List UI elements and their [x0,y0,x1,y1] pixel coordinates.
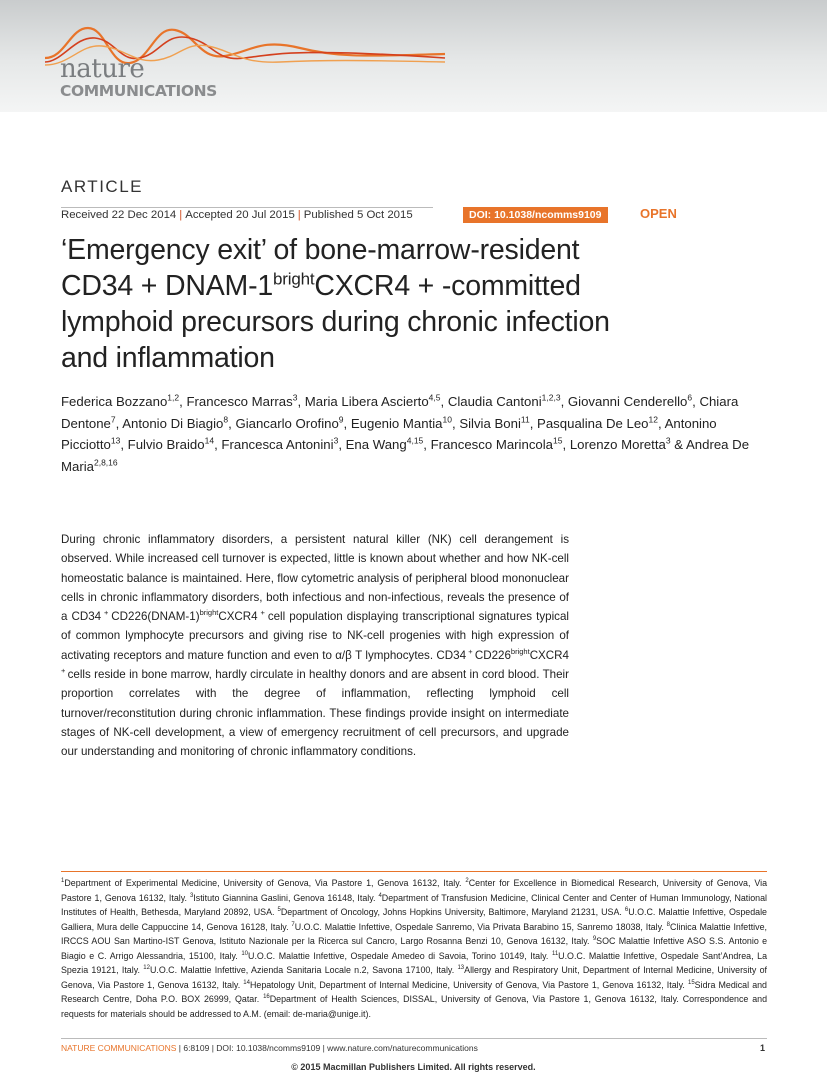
affiliation-text: Department of Transfusion Medicine, Clinical Center and Center of Human Immunology, National Institutes of Health, Bethesda, Maryland 20892, USA. [61,892,768,918]
affiliation-text: Department of Health Sciences, DISSAL, University of Genova, Via Pastore 1, Genova 16132, Italy. [269,994,679,1005]
author-affiliation-ref: 8 [223,414,229,425]
affiliation-text: Istituto Giannina Gaslini, Genova 16148, Italy. [193,892,376,903]
affiliation-number: 11 [551,950,559,957]
author-affiliation-ref: 3 [665,435,671,446]
affiliation-text: Center for Excellence in Biomedical Research, University of Genova, Via Pastore 1, Genova 16132, Italy. [61,878,768,903]
author-affiliation-ref: 7 [110,414,116,425]
author-name[interactable]: Francesco Marincola [430,437,554,452]
author-name[interactable]: Pasqualina De Leo [537,415,649,431]
affiliation-text: Allergy and Respiratory Unit, Department of Internal Medicine, University of Genova, Via Pastore 1, Genova 16132, Italy. [61,965,768,990]
author-name[interactable]: Federica Bozzano [61,394,168,409]
affiliation-number: 4 [378,892,382,899]
affiliation-number: 8 [666,921,671,928]
author-name[interactable]: Eugenio Mantia [350,415,443,431]
author-name[interactable]: Antonino Picciotto [61,415,717,452]
footer-citation-text: | 6:8109 | DOI: 10.1038/ncomms9109 | www.nature.com/naturecommunications [178,1043,478,1053]
footer-citation [61,1043,478,1053]
author-name[interactable]: Ena Wang [345,437,407,452]
accepted-date: Accepted 20 Jul 2015 [185,209,295,221]
abstract: During chronic inflammatory disorders, a persistent natural killer (NK) cell derangement is observed. While increased cell turnover is expected, little is known about whether and how NK-cell homeostatic balance is maintained. Here, flow cytometric analysis of peripheral blood mononuclear cells in chronic inflammatory disorders, both infectious and non-infectious, reveals the presence of a CD34 + CD226(DNAM-1)$^{bright}$CXCR4 + cell population displaying transcriptional signatures typical of common lymphocyte precursors and giving rise to NK-cell progenies with high expression of activating receptors and mature function and even to α/β T lymphocytes. CD34 + $CD226^{bright}CXCR4$ + cells reside in bone marrow, hardly circulate in healthy donors and are absent in cord blood. Their proportion correlates with the degree of inflammation, reflecting lymphoid cell turnover/reconstitution during chronic inflammation. These findings provide insight on intermediate stages of NK-cell development, a view of emergency recruitment of cell precursors, and upgrade our understanding and monitoring of chronic inflammatory conditions. [61,533,569,759]
author-affiliation-ref: 6 [687,392,693,403]
author-affiliation-ref: 4,5 [428,392,441,403]
footer-divider [61,1038,767,1039]
copyright-notice: © 2015 Macmillan Publishers Limited. All rights reserved. [291,1062,536,1072]
affiliation-number: 9 [592,936,597,943]
author-affiliation-ref: 1,2,3 [541,392,561,403]
author-name[interactable]: Maria Libera Ascierto [304,394,429,409]
author-name[interactable]: Fulvio Braido [127,437,205,452]
author-name[interactable]: Claudia Cantoni [447,394,542,409]
affiliation-text: U.O.C. Malattie Infettive, Ospedale Amedeo di Savoia, Torino 10149, Italy. [248,950,549,961]
affiliation-number: 14 [243,979,250,986]
affiliations [61,871,767,1021]
affiliation-number: 2 [465,878,469,885]
author-affiliation-ref: 3 [292,392,298,403]
received-date: Received 22 Dec 2014 [61,209,177,221]
author-affiliation-ref: 11 [520,414,530,425]
affiliation-text: Sidra Medical and Research Centre, Doha P.O. BOX 26999, Qatar. [61,979,767,1005]
open-access-label: OPEN [640,206,677,221]
author-affiliation-ref: 10 [442,414,452,425]
affiliation-number: 7 [291,921,295,928]
affiliation-number: 3 [189,892,194,899]
author-affiliation-ref: 13 [110,435,121,446]
affiliation-text: U.O.C. Malattie Infettive, Azienda Sanitaria Locale n.2, Savona 17100, Italy. [149,965,455,976]
page-number: 1 [760,1043,766,1053]
title-line-3: lymphoid precursors during chronic infection [61,306,610,338]
author-affiliation-ref: 2,8,16 [93,457,118,468]
affiliation-text: Hepatology Unit, Department of Internal Medicine, University of Genova, Via Pastore 1, Genova 16132, Italy. [249,979,685,990]
affiliation-text: U.O.C. Malattie Infettive, Ospedale Galliera, Mura delle Cappuccine 14, Genova 16128, Italy. [61,907,767,932]
author-affiliation-ref: 1,2 [167,392,180,403]
affiliation-text: SOC Malattie Infettive ASO S.S. Antonio e Biagio e C. Arrigo Alessandria, 15100, Italy. [61,936,767,961]
affiliation-number: 10 [241,950,249,957]
author-affiliation-ref: 15 [553,435,563,446]
author-name[interactable]: Francesca Antonini [221,437,334,452]
affiliation-number: 13 [457,965,465,972]
affiliation-number: 16 [263,994,270,1001]
author-name[interactable]: Giovanni Cenderello [567,394,688,409]
author-name[interactable]: Silvia Boni [459,415,521,431]
correspondence-note: Correspondence and requests for materials should be addressed to A.M. (email: de-maria@unige.it). [61,994,768,1019]
author-name[interactable]: Antonio Di Biagio [122,415,224,431]
affiliation-number: 5 [277,907,281,914]
author-list: Federica Bozzano$^{1,2}$, Francesco Marras$^3$, Maria Libera Ascierto$^{4,5}$, Claudia Cantoni$^{1,2,3}$, Giovanni Cenderello$^6$, Chiara Dentone$^7$, Antonio Di Biagio$^8$, Giancarlo Orofino$^9$, Eugenio Mantia$^{10}$, Silvia Boni$^{11}$, Pasqualina De Leo$^{12}$, Antonino Picciotto$^{13}$, Fulvio Braido$^{14}$, Francesca Antonini$^3$, Ena Wang$^{4,15}$, Francesco Marincola$^{15}$, Lorenzo Moretta$^3$ & Andrea De Maria$^{2,8,16}$ [61,392,750,474]
affiliation-number: 12 [143,965,150,972]
doi-badge[interactable]: DOI: 10.1038/ncomms9109 [463,207,608,223]
title-line-2: CD34 + DNAM-$1^{bright}CXCR4$ + -committed [61,269,581,302]
author-name[interactable]: Lorenzo Moretta [569,437,666,452]
author-affiliation-ref: 4,15 [406,435,424,446]
author-affiliation-ref: 14 [204,435,215,446]
author-name[interactable]: Andrea De Maria [61,437,750,474]
affiliation-text: Department of Oncology, Johns Hopkins University, Baltimore, Maryland 21231, USA. [280,907,622,918]
author-name[interactable]: Chiara Dentone [61,394,739,431]
affiliation-text: Clinica Malattie Infettive, IRCCS AOU San Martino-IST Genova, Istituto Nazionale per la Ricerca sul Cancro, Largo Rosanna Benzi 10, Genova 16132, Italy. [61,921,767,947]
title-line-1: ‘Emergency exit’ of bone-marrow-resident [61,234,580,266]
author-name[interactable]: Giancarlo Orofino [235,415,339,431]
affiliation-text: Department of Experimental Medicine, University of Genova, Via Pastore 1, Genova 16132, Italy. [64,878,462,888]
affiliation-number: 6 [624,907,629,914]
affiliation-text: U.O.C. Malattie Infettive, Ospedale Sant’Andrea, La Spezia 19121, Italy. [61,950,768,976]
affiliation-text: U.O.C. Malattie Infettive, Ospedale Sanremo, Via Privata Barabino 15, Sanremo 18038, Italy. [294,921,664,932]
article-type-label: ARTICLE [61,177,143,196]
affiliation-number: 1 [61,878,65,885]
logo-nature-text: nature [60,54,145,84]
logo-communications-text: COMMUNICATIONS [60,82,217,100]
author-name[interactable]: Francesco Marras [186,394,293,409]
article-title [61,232,781,376]
footer-journal-name[interactable]: NATURE COMMUNICATIONS [61,1043,177,1053]
published-date: Published 5 Oct 2015 [303,209,413,221]
journal-banner [0,0,827,112]
author-affiliation-ref: 3 [333,435,339,446]
article-dates: Received 22 Dec 2014 | Accepted 20 Jul 2015 | Published 5 Oct 2015 [61,207,433,221]
author-affiliation-ref: 9 [338,414,344,425]
affiliation-number: 15 [687,979,695,986]
title-line-4: and inflammation [61,342,275,374]
author-affiliation-ref: 12 [648,414,658,425]
